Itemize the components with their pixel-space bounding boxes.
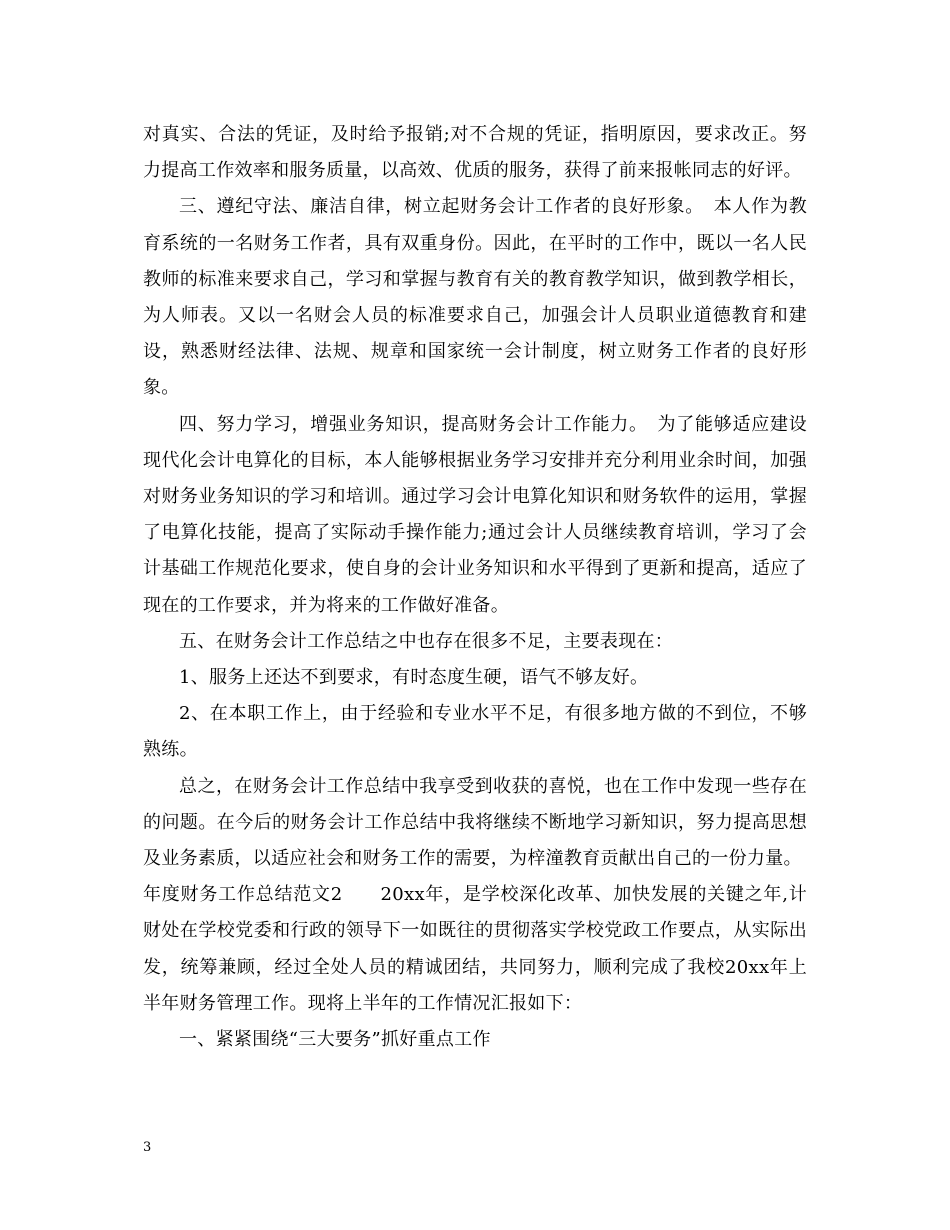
paragraph-section-five-shortcomings: 五、在财务会计工作总结之中也存在很多不足，主要表现在： (179, 630, 674, 652)
page-number: 3 (143, 1140, 152, 1155)
paragraph-section-four-learning: 四、努力学习，增强业务知识，提高财务会计工作能力。 为了能够适应建设现代化会计电算化的目标，本人能够根据业务学习安排并充分利用业余时间，加强对财务业务知识的学习和培训。通过学习会计电算化知识和财务软件的运用，掌握了电算化技能，提高了实际动手操作能力;通过会计人员继续教育培训，学习了会计基础工作规范化要求，使自身的会计业务知识和水平得到了更新和提高，适应了现在的工作要求，并为将来的工作做好准备。 (143, 413, 807, 616)
paragraph-section-one-heading: 一、紧紧围绕“三大要务”抓好重点工作 (179, 1029, 491, 1051)
paragraph-section-three-integrity: 三、遵纪守法、廉洁自律，树立起财务会计工作者的良好形象。 本人作为教育系统的一名财务工作者，具有双重身份。因此，在平时的工作中，既以一名人民教师的标准来要求自己，学习和掌握与教育有关的教育教学知识，做到教学相长，为人师表。又以一名财会人员的标准要求自己，加强会计人员职业道德教育和建设，熟悉财经法律、法规、规章和国家统一会计制度，树立财务工作者的良好形象。 (143, 196, 807, 399)
paragraph-conclusion: 总之，在财务会计工作总结中我享受到收获的喜悦，也在工作中发现一些存在的问题。在今后的财务会计工作总结中我将继续不断地学习新知识，努力提高思想及业务素质，以适应社会和财务工作的需要，为梓潼教育贡献出自己的一份力量。 (143, 775, 807, 870)
paragraph-receipt-handling: 对真实、合法的凭证，及时给予报销;对不合规的凭证，指明原因，要求改正。努力提高工作效率和服务质量，以高效、优质的服务，获得了前来报帐同志的好评。 (143, 124, 807, 182)
paragraph-shortcoming-two: 2、在本职工作上，由于经验和专业水平不足，有很多地方做的不到位，不够熟练。 (143, 703, 807, 761)
paragraph-shortcoming-one: 1、服务上还达不到要求，有时态度生硬，语气不够友好。 (179, 667, 649, 689)
paragraph-sample-two-intro: 年度财务工作总结范文2 20xx年，是学校深化改革、加快发展的关键之年,计财处在学校党委和行政的领导下一如既往的贯彻落实学校党政工作要点，从实际出发，统筹兼顾，经过全处人员的精诚团结，共同努力，顺利完成了我校20xx年上半年财务管理工作。现将上半年的工作情况汇报如下： (143, 884, 807, 1014)
document-body (143, 117, 807, 1058)
